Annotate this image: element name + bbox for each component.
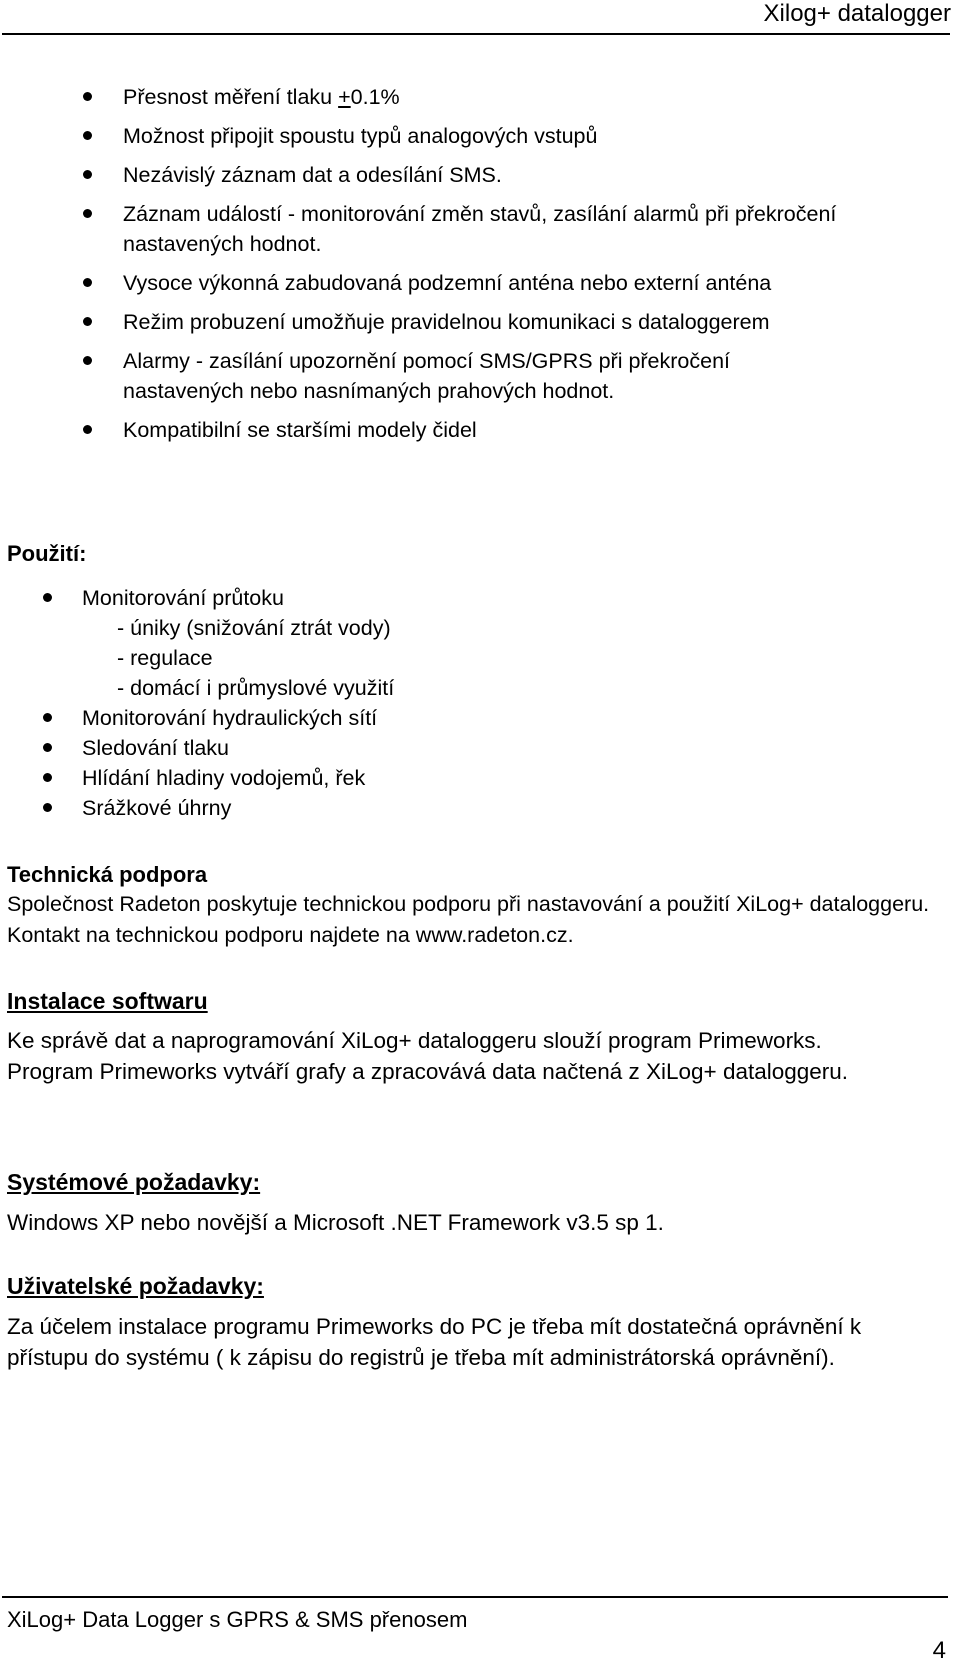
bullet-icon bbox=[83, 170, 92, 179]
feature-text: Přesnost měření tlaku bbox=[123, 85, 339, 109]
footer-divider bbox=[2, 1596, 948, 1598]
feature-text: Nezávislý záznam dat a odesílání SMS. bbox=[123, 163, 502, 187]
user-requirements-heading: Uživatelské požadavky: bbox=[7, 1273, 264, 1299]
page-header-title: Xilog+ datalogger bbox=[763, 0, 951, 27]
install-heading: Instalace softwaru bbox=[7, 988, 208, 1014]
feature-text: Možnost připojit spoustu typů analogových vstupů bbox=[123, 124, 598, 148]
bullet-icon bbox=[43, 773, 52, 782]
system-requirements-heading: Systémové požadavky: bbox=[7, 1169, 261, 1195]
header-divider bbox=[2, 33, 950, 35]
usage-list-rest bbox=[0, 703, 377, 823]
feature-text: Vysoce výkonná zabudovaná podzemní anténa nebo externí anténa bbox=[123, 271, 772, 295]
feature-list bbox=[0, 82, 920, 454]
list-item bbox=[0, 307, 920, 337]
list-item bbox=[0, 199, 920, 259]
feature-text: Alarmy - zasílání upozornění pomocí SMS/GPRS při překročení nastavených nebo nasnímaných prahových hodnot. bbox=[123, 349, 731, 403]
list-item bbox=[0, 121, 920, 151]
usage-sublist bbox=[0, 613, 394, 703]
support-paragraph: Společnost Radeton poskytuje technickou podporu při nastavování a použití XiLog+ dataloggeru. Kontakt na technickou podporu najdete na www.radeton.cz. bbox=[7, 892, 930, 947]
usage-text: Monitorování průtoku bbox=[82, 586, 284, 610]
system-requirements-text: Windows XP nebo novější a Microsoft .NET Framework v3.5 sp 1. bbox=[7, 1210, 664, 1235]
feature-text: Kompatibilní se staršími modely čidel bbox=[123, 418, 477, 442]
list-item bbox=[0, 415, 920, 445]
feature-text: Režim probuzení umožňuje pravidelnou komunikaci s dataloggerem bbox=[123, 310, 770, 334]
list-item bbox=[0, 268, 920, 298]
usage-list bbox=[0, 583, 284, 613]
bullet-icon bbox=[83, 425, 92, 434]
list-item bbox=[0, 160, 920, 190]
bullet-icon bbox=[83, 356, 92, 365]
usage-text: Srážkové úhrny bbox=[82, 796, 232, 820]
install-paragraph: Ke správě dat a naprogramování XiLog+ dataloggeru slouží program Primeworks. Program Primeworks vytváří grafy a zpracovává data načtená z XiLog+ dataloggeru. bbox=[7, 1028, 849, 1084]
bullet-icon bbox=[83, 92, 92, 101]
usage-text: Monitorování hydraulických sítí bbox=[82, 706, 378, 730]
bullet-icon bbox=[83, 278, 92, 287]
support-heading: Technická podpora bbox=[7, 862, 208, 887]
list-item bbox=[0, 346, 920, 406]
feature-text: Záznam událostí - monitorování změn stavů, zasílání alarmů při překročení nastavených hodnot. bbox=[123, 202, 837, 256]
list-item: - domácí i průmyslové využití bbox=[117, 676, 395, 700]
user-requirements-paragraph: Za účelem instalace programu Primeworks do PC je třeba mít dostatečná oprávnění k přístupu do systému ( k zápisu do registrů je třeba mít administrátorská oprávnění). bbox=[7, 1314, 862, 1370]
usage-heading: Použití: bbox=[7, 541, 87, 566]
plus-minus-symbol: + bbox=[338, 85, 351, 109]
bullet-icon bbox=[43, 593, 52, 602]
list-item bbox=[0, 763, 377, 793]
usage-text: Sledování tlaku bbox=[82, 736, 230, 760]
list-item bbox=[0, 793, 377, 823]
list-item: - úniky (snižování ztrát vody) bbox=[117, 616, 391, 640]
list-item bbox=[0, 583, 284, 613]
list-item bbox=[0, 82, 920, 112]
bullet-icon bbox=[83, 131, 92, 140]
bullet-icon bbox=[43, 713, 52, 722]
feature-text: 0.1% bbox=[350, 85, 400, 109]
bullet-icon bbox=[43, 743, 52, 752]
usage-text: Hlídání hladiny vodojemů, řek bbox=[82, 766, 366, 790]
bullet-icon bbox=[43, 803, 52, 812]
list-item bbox=[0, 703, 377, 733]
list-item bbox=[0, 733, 377, 763]
footer-title: XiLog+ Data Logger s GPRS & SMS přenosem bbox=[7, 1607, 468, 1632]
list-item: - regulace bbox=[117, 646, 213, 670]
page-number: 4 bbox=[932, 1637, 946, 1664]
bullet-icon bbox=[83, 209, 92, 218]
bullet-icon bbox=[83, 317, 92, 326]
